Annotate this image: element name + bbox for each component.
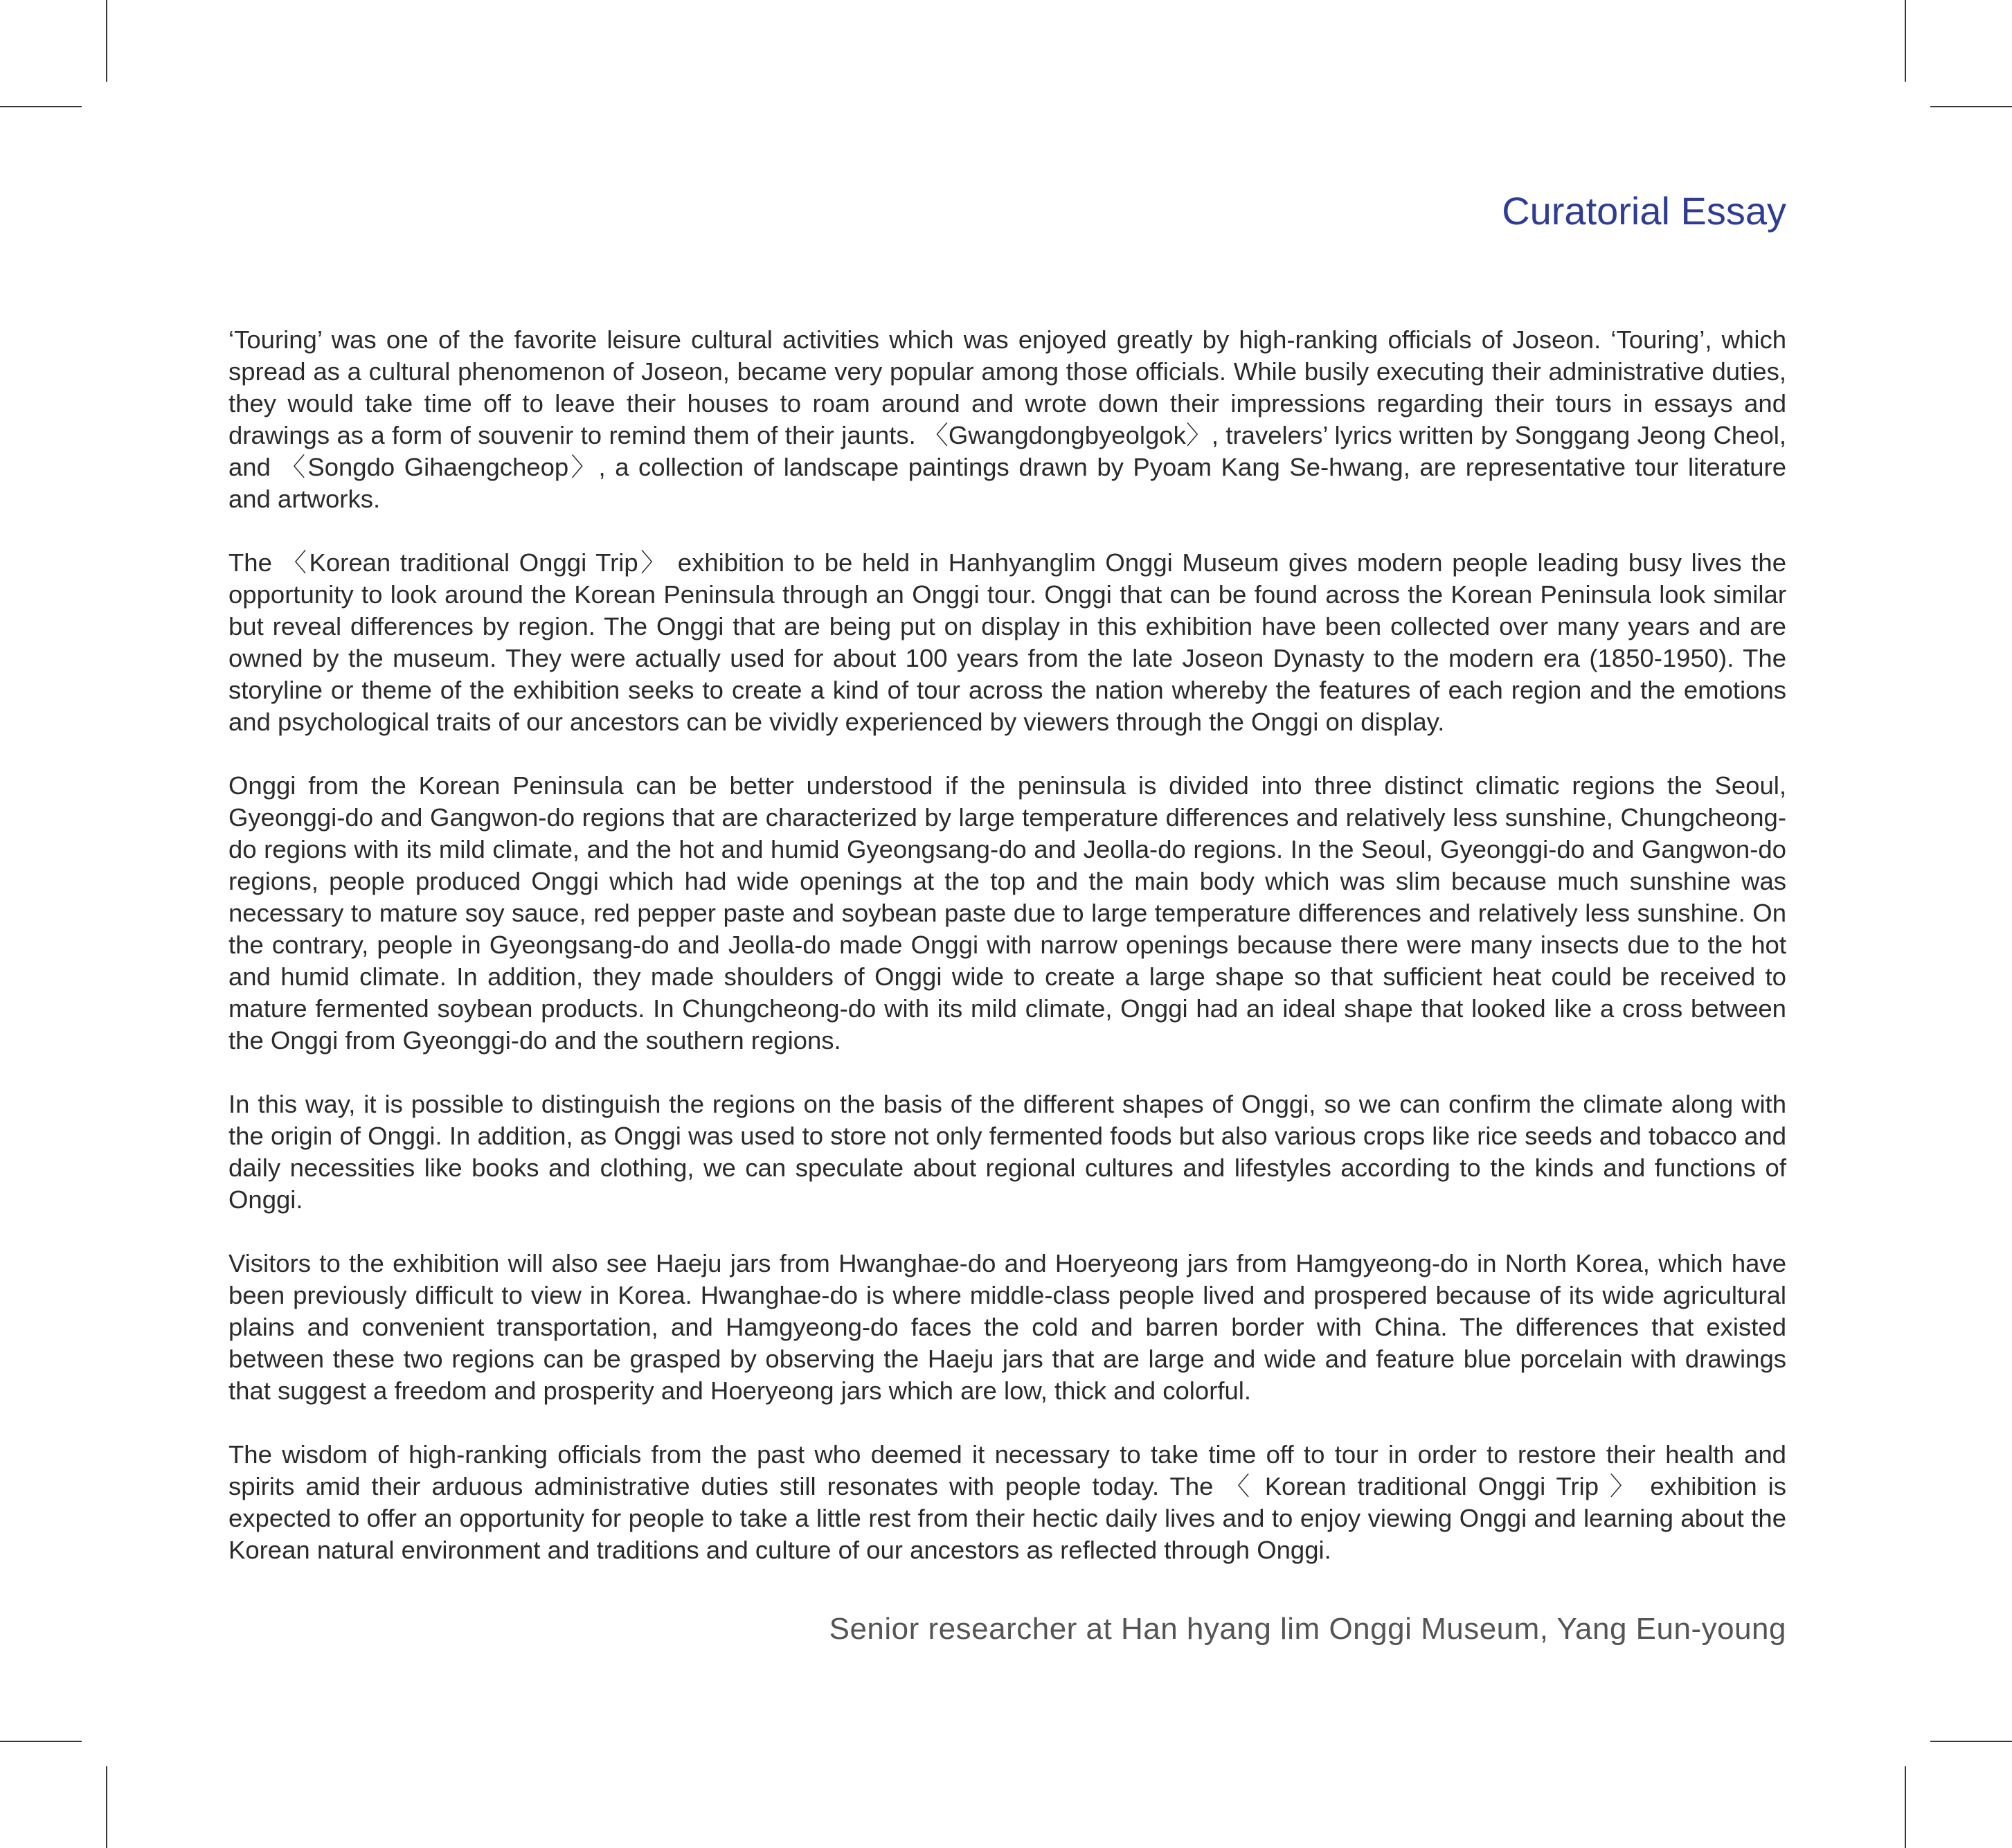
essay-paragraph-5: Visitors to the exhibition will also see Haeju jars from Hwanghae-do and Hoeryeong jars from Hamgyeong-do in North Korea, which have been previously difficult to view in Korea. Hwanghae-do is where middle-class people lived and prospered because of its wide agricultural plains and convenient transportation, and Hamgyeong-do faces the cold and barren border with China. The differences that existed between these two regions can be grasped by observing the Haeju jars that are large and wide and feature blue porcelain with drawings that suggest a freedom and prosperity and Hoeryeong jars which are low, thick and colorful. [228, 1249, 1786, 1405]
essay-paragraph-2: The 〈Korean traditional Onggi Trip〉 exhibition to be held in Hanhyanglim Onggi Museum gives modern people leading busy lives the opportunity to look around the Korean Peninsula through an Onggi tour. Onggi that can be found across the Korean Peninsula look similar but reveal differences by region. The Onggi that are being put on display in this exhibition have been collected over many years and are owned by the museum. They were actually used for about 100 years from the late Joseon Dynasty to the modern era (1850-1950). The storyline or theme of the exhibition seeks to create a kind of tour across the nation whereby the features of each region and the emotions and psychological traits of our ancestors can be vividly experienced by viewers through the Onggi on display. [228, 548, 1786, 736]
essay-body [228, 324, 1786, 1598]
crop-mark-bottom-right-horizontal [1930, 1741, 2012, 1742]
crop-mark-top-left-horizontal [0, 106, 82, 107]
crop-mark-top-left-vertical [106, 0, 107, 82]
crop-mark-bottom-left-vertical [106, 1766, 107, 1848]
essay-paragraph-1: ‘Touring’ was one of the favorite leisure cultural activities which was enjoyed greatly by high-ranking officials of Joseon. ‘Touring’, which spread as a cultural phenomenon of Joseon, became very popular among those officials. While busily executing their administrative duties, they would take time off to leave their houses to roam around and wrote down their impressions regarding their tours in essays and drawings as a form of souvenir to remind them of their jaunts. 〈Gwangdongbyeolgok〉, travelers’ lyrics written by Songgang Jeong Cheol, and 〈Songdo Gihaengcheop〉, a collection of landscape paintings drawn by Pyoam Kang Se-hwang, are representative tour literature and artworks. [228, 325, 1786, 513]
crop-mark-top-right-vertical [1905, 0, 1906, 82]
essay-paragraph-6: The wisdom of high-ranking officials from the past who deemed it necessary to take time off to tour in order to restore their health and spirits amid their arduous administrative duties still resonates with people today. The 〈 Korean traditional Onggi Trip 〉 exhibition is expected to offer an opportunity for people to take a little rest from their hectic daily lives and to enjoy viewing Onggi and learning about the Korean natural environment and traditions and culture of our ancestors as reflected through Onggi. [228, 1440, 1786, 1564]
crop-mark-bottom-left-horizontal [0, 1741, 82, 1742]
crop-mark-bottom-right-vertical [1905, 1766, 1906, 1848]
essay-paragraph-4: In this way, it is possible to distinguish the regions on the basis of the different shapes of Onggi, so we can confirm the climate along with the origin of Onggi. In addition, as Onggi was used to store not only fermented foods but also various crops like rice seeds and tobacco and daily necessities like books and clothing, we can speculate about regional cultures and lifestyles according to the kinds and functions of Onggi. [228, 1090, 1786, 1214]
crop-mark-top-right-horizontal [1930, 106, 2012, 107]
page-title: Curatorial Essay [1502, 189, 1786, 233]
essay-paragraph-3: Onggi from the Korean Peninsula can be better understood if the peninsula is divided into three distinct climatic regions the Seoul, Gyeonggi-do and Gangwon-do regions that are characterized by large temperature differences and relatively less sunshine, Chungcheong-do regions with its mild climate, and the hot and humid Gyeongsang-do and Jeolla-do regions. In the Seoul, Gyeonggi-do and Gangwon-do regions, people produced Onggi which had wide openings at the top and the main body which was slim because much sunshine was necessary to mature soy sauce, red pepper paste and soybean paste due to large temperature differences and relatively less sunshine. On the contrary, people in Gyeongsang-do and Jeolla-do made Onggi with narrow openings because there were many insects due to the hot and humid climate. In addition, they made shoulders of Onggi wide to create a large shape so that sufficient heat could be received to mature fermented soybean products. In Chungcheong-do with its mild climate, Onggi had an ideal shape that looked like a cross between the Onggi from Gyeonggi-do and the southern regions. [228, 771, 1786, 1055]
author-signature: Senior researcher at Han hyang lim Onggi Museum, Yang Eun-young [829, 1612, 1786, 1646]
